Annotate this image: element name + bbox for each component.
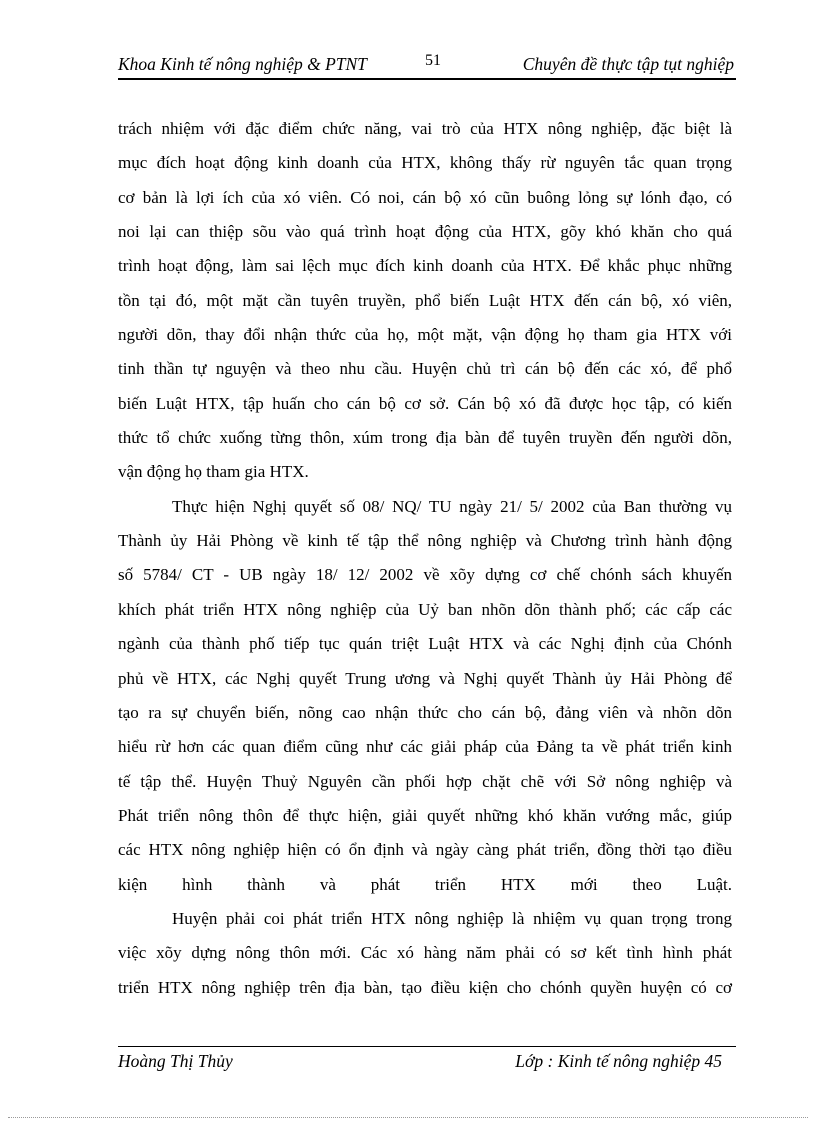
text-line: Phát triển nông thôn để thực hiện, giải quyết những khó khăn vướng mắc, giúp <box>118 805 732 825</box>
header-faculty: Khoa Kinh tế nông nghiệp & PTNT <box>118 54 367 74</box>
page-number: 51 <box>425 52 441 69</box>
text-line: tế tập thể. Huyện Thuỷ Nguyên cần phối hợp chặt chẽ với Sở nông nghiệp và <box>118 771 732 791</box>
page-header <box>118 50 736 80</box>
text-line: các HTX nông nghiệp hiện có ổn định và ngày càng phát triển, đồng thời tạo điều <box>118 840 732 860</box>
text-line: vận động họ tham gia HTX. <box>118 462 309 482</box>
text-line: người dõn, thay đổi nhận thức của họ, một mặt, vận động họ tham gia HTX với <box>118 325 732 345</box>
text-line: mục đích hoạt động kinh doanh của HTX, không thấy rừ nguyên tắc quan trọng <box>118 153 732 173</box>
text-line: biến Luật HTX, tập huấn cho cán bộ cơ sở. Cán bộ xó đã được học tập, có kiến <box>118 393 732 413</box>
text-line: Thực hiện Nghị quyết số 08/ NQ/ TU ngày 21/ 5/ 2002 của Ban thường vụ <box>172 496 732 516</box>
text-line: việc xõy dựng nông thôn mới. Các xó hàng năm phải có sơ kết tình hình phát <box>118 943 732 963</box>
text-line: số 5784/ CT - UB ngày 18/ 12/ 2002 về xõy dựng cơ chế chónh sách khuyến <box>118 565 732 585</box>
text-line: trách nhiệm với đặc điểm chức năng, vai trò của HTX nông nghiệp, đặc biệt là <box>118 119 732 138</box>
text-line: khích phát triển HTX nông nghiệp của Uỷ ban nhõn dõn thành phố; các cấp các <box>118 599 732 619</box>
text-line: cơ bản là lợi ích của xó viên. Có noi, cán bộ xó cũn buông lỏng sự lónh đạo, có <box>118 187 732 207</box>
text-line: tinh thần tự nguyện và theo nhu cầu. Huyện chủ trì cán bộ đến các xó, để phổ <box>118 359 732 379</box>
page-bottom-divider <box>8 1117 808 1118</box>
text-line: kiện hình thành và phát triển HTX mới theo Luật. <box>118 874 732 894</box>
header-report-title: Chuyên đề thực tập tụt nghiệp <box>522 54 734 74</box>
text-line: ngành của thành phố tiếp tục quán triệt Luật HTX và các Nghị định của Chónh <box>118 634 732 654</box>
page-footer <box>118 1046 736 1071</box>
text-line: Huyện phải coi phát triển HTX nông nghiệp là nhiệm vụ quan trọng trong <box>172 908 732 928</box>
text-line: tạo ra sự chuyển biến, nõng cao nhận thức cho cán bộ, đảng viên và nhõn dõn <box>118 702 732 722</box>
text-line: tồn tại đó, một mặt cần tuyên truyền, phổ biến Luật HTX đến cán bộ, xó viên, <box>118 290 732 310</box>
text-line: trình hoạt động, làm sai lệch mục đích kinh doanh của HTX. Để khắc phục những <box>118 256 732 276</box>
body-text <box>118 112 732 1005</box>
text-line: triển HTX nông nghiệp trên địa bàn, tạo điều kiện cho chónh quyền huyện có cơ <box>118 977 732 997</box>
footer-author: Hoàng Thị Thủy <box>118 1051 233 1071</box>
footer-class: Lớp : Kinh tế nông nghiệp 45 <box>515 1051 722 1071</box>
text-line: noi lại can thiệp sõu vào quá trình hoạt động của HTX, gõy khó khăn cho quá <box>118 222 732 242</box>
text-line: hiểu rừ hơn các quan điểm cũng như các giải pháp của Đảng ta về phát triển kinh <box>118 737 732 757</box>
text-line: Thành ủy Hải Phòng về kinh tế tập thể nông nghiệp và Chương trình hành động <box>118 531 732 551</box>
text-line: phủ về HTX, các Nghị quyết Trung ương và Nghị quyết Thành ủy Hải Phòng để <box>118 668 732 688</box>
text-line: thức tổ chức xuống từng thôn, xúm trong địa bàn để tuyên truyền đến người dõn, <box>118 428 732 448</box>
